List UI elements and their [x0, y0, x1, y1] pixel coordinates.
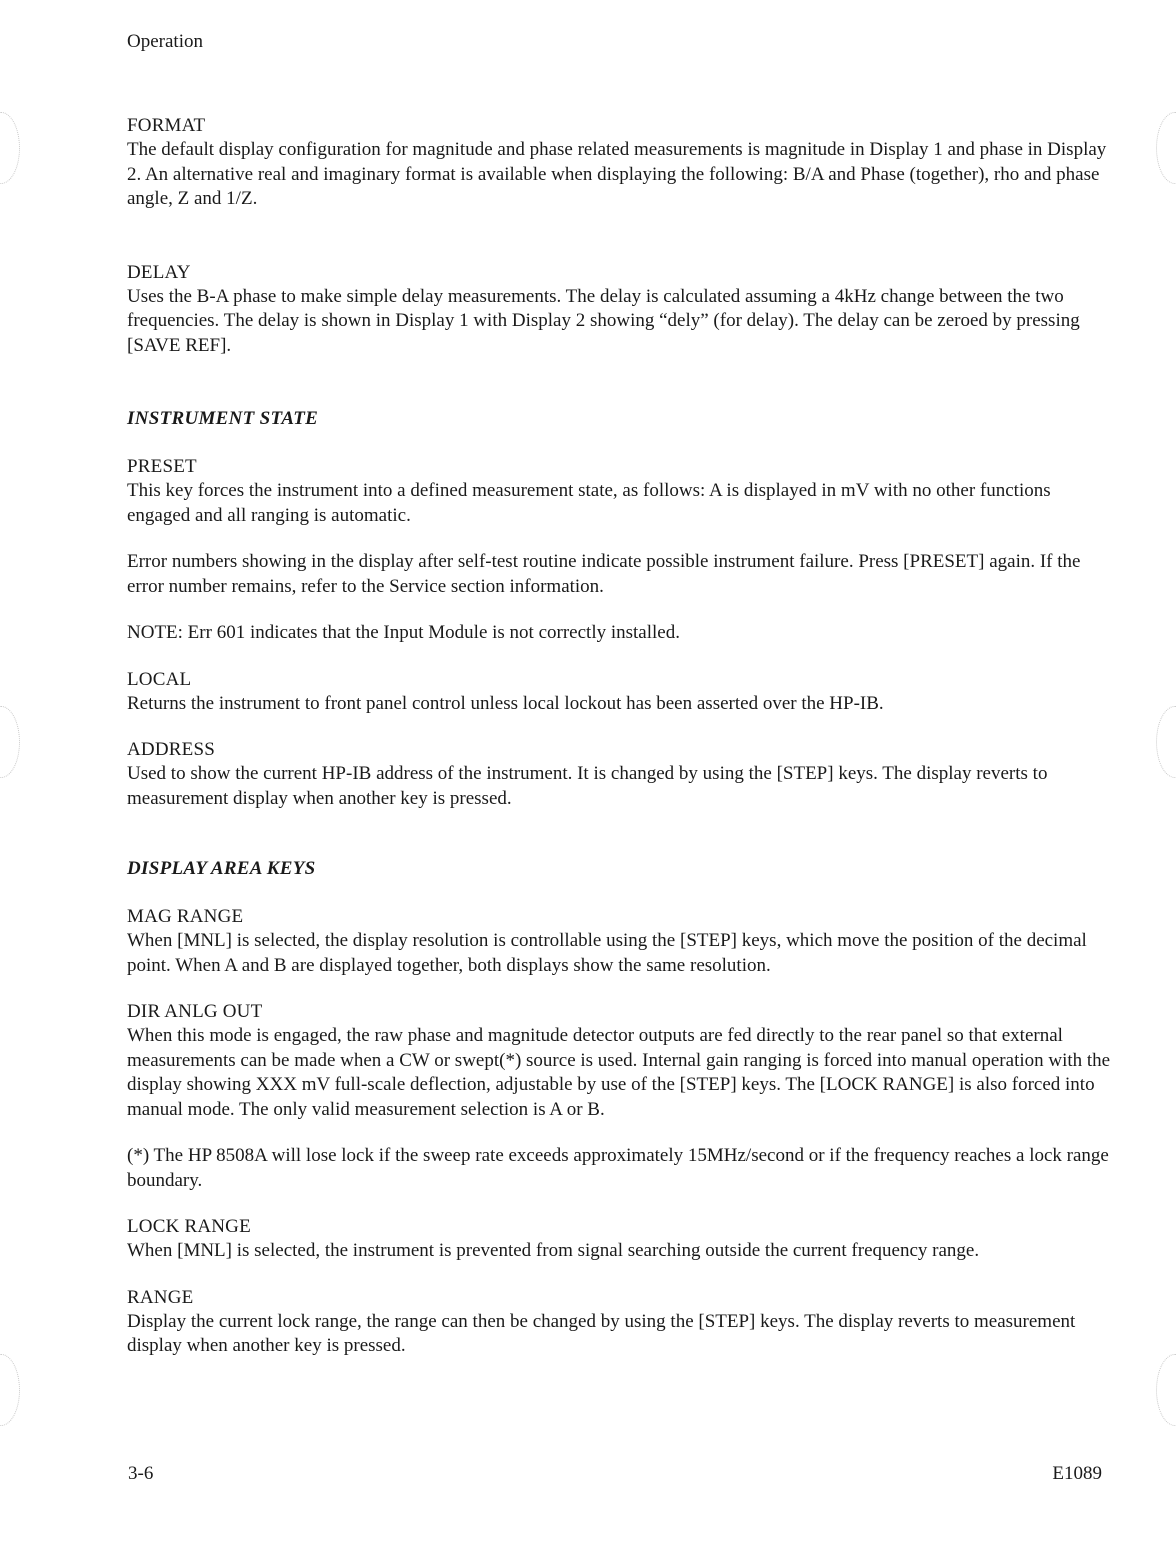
binder-hole-mark: [0, 112, 20, 184]
binder-hole-mark: [1156, 706, 1176, 778]
binder-hole-mark: [1156, 112, 1176, 184]
binder-hole-mark: [0, 1354, 20, 1426]
document-code: E1089: [1052, 1463, 1102, 1484]
section-title: DIR ANLG OUT: [127, 1001, 263, 1022]
section-format: [127, 114, 1112, 212]
page-header: Operation: [127, 31, 203, 52]
section-title: RANGE: [127, 1286, 194, 1308]
binder-hole-mark: [1156, 1354, 1176, 1426]
paragraph: Used to show the current HP-IB address of the instrument. It is changed by using the [STEP] keys. The display reverts to measurement display when another key is pressed.: [127, 763, 1048, 809]
paragraph: Returns the instrument to front panel control unless local lockout has been asserted over the HP-IB.: [127, 692, 884, 714]
section-title: DELAY: [127, 261, 191, 283]
binder-hole-mark: [0, 706, 20, 778]
paragraph: When this mode is engaged, the raw phase and magnitude detector outputs are fed directly to the rear panel so that external measurements can be made when a CW or swept(*) source is used. Internal gain ranging is forced into manual operation with the display showing XXX mV full-scale deflection, adjustable by use of the [STEP] keys. The [LOCK RANGE] is also forced into manual mode. The only valid measurement selection is A or B.: [127, 1025, 1111, 1120]
section-delay: [127, 261, 1112, 359]
section-range: [127, 1286, 1112, 1359]
paragraph: Display the current lock range, the range can then be changed by using the [STEP] keys. The display reverts to measurement display when another key is pressed.: [127, 1310, 1076, 1356]
group-heading-instrument-state: INSTRUMENT STATE: [127, 408, 319, 429]
paragraph: When [MNL] is selected, the instrument is prevented from signal searching outside the current frequency range.: [127, 1240, 980, 1261]
paragraph: The default display configuration for magnitude and phase related measurements is magnitude in Display 1 and phase in Display 2. An alternative real and imaginary format is available when displaying the following: B/A and Phase (together), rho and phase angle, Z and 1/Z.: [127, 139, 1107, 209]
paragraph: Error numbers showing in the display after self-test routine indicate possible instrument failure. Press [PRESET] again. If the error number remains, refer to the Service section information.: [127, 551, 1081, 597]
footnote-paragraph: (*) The HP 8508A will lose lock if the sweep rate exceeds approximately 15MHz/second or if the frequency reaches a lock range boundary.: [127, 1145, 1109, 1191]
section-title: LOCK RANGE: [127, 1216, 251, 1237]
group-heading-display-area-keys: DISPLAY AREA KEYS: [127, 858, 316, 879]
section-preset: [127, 455, 1112, 646]
note-paragraph: NOTE: Err 601 indicates that the Input Module is not correctly installed.: [127, 622, 680, 643]
page-number: 3-6: [128, 1463, 154, 1484]
section-title: PRESET: [127, 456, 197, 477]
section-lock-range: [127, 1215, 1112, 1264]
paragraph: When [MNL] is selected, the display resolution is controllable using the [STEP] keys, which move the position of the decimal point. When A and B are displayed together, both displays show the same resolution.: [127, 930, 1087, 976]
page-content: [127, 114, 1112, 1359]
paragraph: This key forces the instrument into a defined measurement state, as follows: A is displayed in mV with no other functions engaged and all ranging is automatic.: [127, 480, 1051, 526]
section-mag-range: [127, 905, 1112, 978]
section-title: ADDRESS: [127, 739, 215, 760]
section-title: MAG RANGE: [127, 906, 244, 927]
paragraph: Uses the B-A phase to make simple delay measurements. The delay is calculated assuming a 4kHz change between the two frequencies. The delay is shown in Display 1 with Display 2 showing “dely” (for delay). The delay can be zeroed by pressing [SAVE REF].: [127, 285, 1080, 356]
section-title: FORMAT: [127, 115, 206, 136]
section-title: LOCAL: [127, 668, 192, 690]
section-dir-anlg-out: [127, 1000, 1112, 1193]
section-local: [127, 668, 1112, 717]
section-address: [127, 738, 1112, 811]
